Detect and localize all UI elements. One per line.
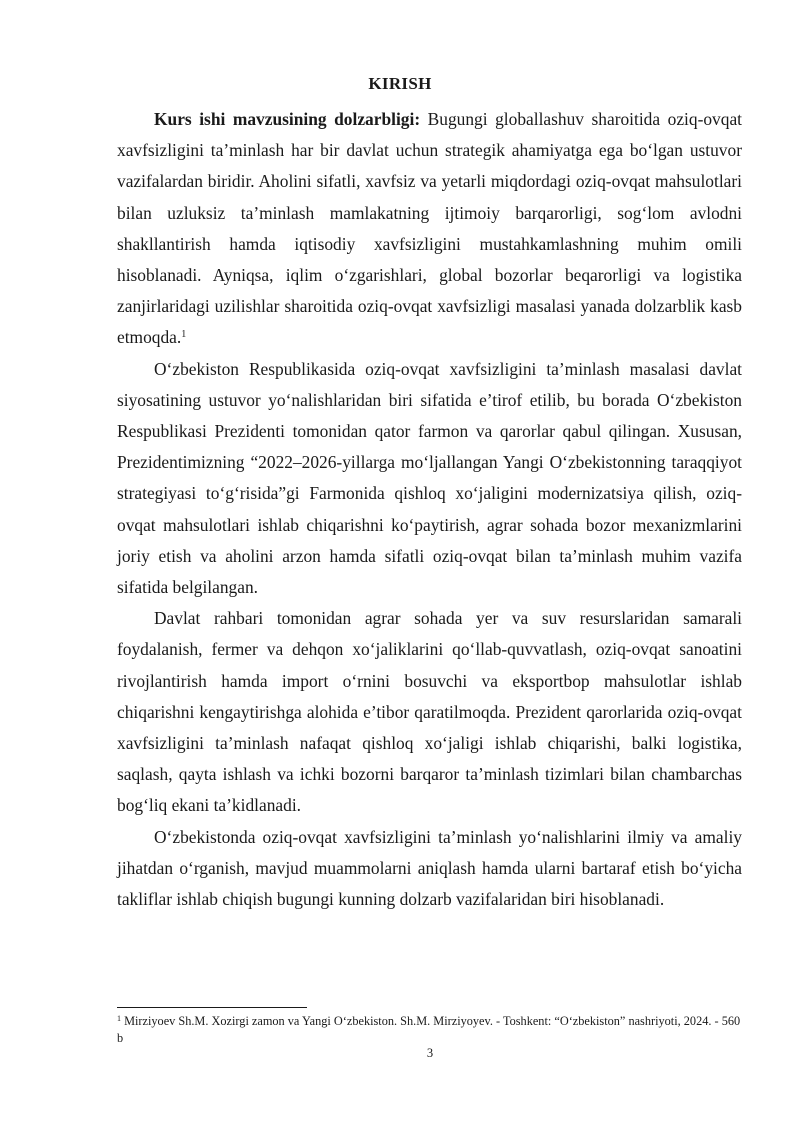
paragraph-state-policy: O‘zbekiston Respublikasida oziq-ovqat xavfsizligini ta’minlash masalasi davlat siyosatining ustuvor yo‘nalishlaridan biri sifatida e’tirof etilib, bu borada O‘zbekiston Respublikasi Prezidenti tomonidan qator farmon va qarorlar qabul qilingan. Xususan, Prezidentimizning “2022–2026-yillarga mo‘ljallangan Yangi O‘zbekistonning taraqqiyot strategiyasi to‘g‘risida”gi Farmonida qishloq xo‘jaligini modernizatsiya qilish, oziq-ovqat mahsulotlari ishlab chiqarishni ko‘paytirish, agrar sohada bozor mexanizmlarini joriy etish va aholini arzon hamda sifatli oziq-ovqat bilan ta’minlash muhim vazifa sifatida belgilangan. bbox=[117, 358, 742, 598]
footnote-mark: 1 bbox=[117, 1014, 121, 1023]
paragraph-relevance bbox=[117, 104, 742, 354]
paragraph-text: Bugungi globallashuv sharoitida oziq-ovqat xavfsizligini ta’minlash har bir davlat uchun strategik ahamiyatga ega bo‘lgan ustuvor vazifalardan biridir. Aholini sifatli, xavfsiz va yetarli miqdordagi oziq-ovqat mahsulotlari bilan uzluksiz ta’minlash mamlakatning ijtimoiy barqarorligi, sog‘lom avlodni shakllantirish hamda iqtisodiy xavfsizligini mustahkamlashning muhim omili hisoblanadi. Ayniqsa, iqlim o‘zgarishlari, global bozorlar beqarorligi va logistika zanjirlaridagi uzilishlar sharoitida oziq-ovqat xavfsizligi masalasi yanada dolzarblik kasb etmoqda. bbox=[117, 109, 742, 348]
body-text bbox=[117, 104, 742, 915]
page-number: 3 bbox=[426, 1046, 434, 1060]
paragraph-lead: Kurs ishi mavzusining dolzarbligi: bbox=[154, 109, 421, 129]
paragraph-agrarian-sector: Davlat rahbari tomonidan agrar sohada yer va suv resurslaridan samarali foydalanish, fermer va dehqon xo‘jaliklarini qo‘llab-quvvatlash, oziq-ovqat sanoatini rivojlantirish hamda import o‘rnini bosuvchi va eksportbop mahsulotlar ishlab chiqarishni kengaytirishga alohida e’tibor qaratilmoqda. Prezident qarorlarida oziq-ovqat xavfsizligini ta’minlash nafaqat qishloq xo‘jaligi ishlab chiqarishi, balki logistika, saqlash, qayta ishlash va ichki bozorni barqaror ta’minlash tizimlari bilan chambarchas bog‘liq ekani ta’kidlanadi. bbox=[117, 608, 742, 816]
paragraph-research-goal: O‘zbekistonda oziq-ovqat xavfsizligini ta’minlash yo‘nalishlarini ilmiy va amaliy jihatdan o‘rganish, mavjud muammolarni aniqlash hamda ularni bartaraf etish bo‘yicha takliflar ishlab chiqish bugungi kunning dolzarb vazifalaridan biri hisoblanadi. bbox=[117, 826, 742, 910]
footnote-separator bbox=[117, 1007, 307, 1008]
footnote bbox=[117, 1013, 742, 1047]
section-heading: KIRISH bbox=[368, 74, 432, 93]
footnote-text: Mirziyoev Sh.M. Xozirgi zamon va Yangi O‘zbekiston. Sh.M. Mirziyoyev. - Toshkent: “O‘zbekiston” nashriyoti, 2024. - 560 b bbox=[117, 1014, 741, 1045]
footnote-reference[interactable]: 1 bbox=[181, 329, 187, 341]
